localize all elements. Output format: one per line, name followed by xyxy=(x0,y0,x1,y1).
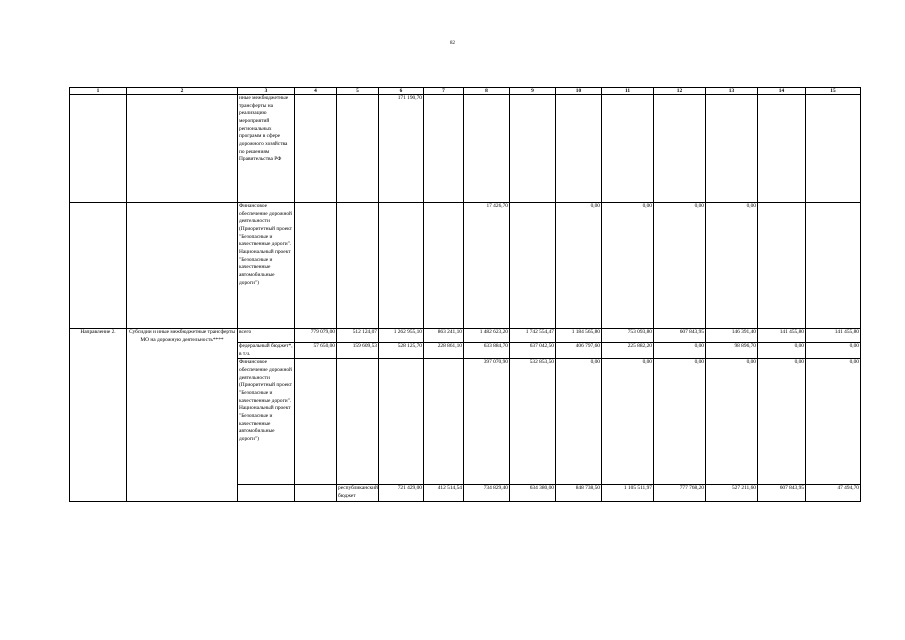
col-header: 15 xyxy=(806,88,861,95)
page-number: 82 xyxy=(450,41,455,46)
table-cell: 171 190,70 xyxy=(379,95,424,203)
table-cell: 863 241,10 xyxy=(424,329,464,343)
table-cell: 141 455,80 xyxy=(758,329,806,343)
table-cell xyxy=(424,359,464,485)
table-cell xyxy=(127,95,238,203)
table-cell xyxy=(706,95,758,203)
table-cell: 397 070,90 xyxy=(464,359,510,485)
table-cell xyxy=(379,203,424,329)
table-cell: 0,00 xyxy=(758,359,806,485)
table-cell: 1 184 565,80 xyxy=(556,329,602,343)
col-header: 7 xyxy=(424,88,464,95)
col-header: 1 xyxy=(70,88,127,95)
table-cell: 47 494,70 xyxy=(806,485,861,501)
table-cell: 848 738,50 xyxy=(556,485,602,501)
table-cell xyxy=(806,95,861,203)
table-cell: 753 093,80 xyxy=(602,329,654,343)
row-description: Финансовое обеспечение дорожной деятельности (Приоритетный проект "Безопасные и качественные дороги". Национальный проект "Безопасные и качественные автомобильные дороги") xyxy=(238,359,295,485)
table-cell: 0,00 xyxy=(654,203,706,329)
table-cell xyxy=(295,203,337,329)
table-cell xyxy=(758,95,806,203)
table-cell: 0,00 xyxy=(758,343,806,359)
table-cell: 1 742 554,47 xyxy=(510,329,556,343)
table-cell xyxy=(295,359,337,485)
table-cell: 0,00 xyxy=(706,359,758,485)
budget-table xyxy=(69,87,861,502)
table-cell xyxy=(510,203,556,329)
table-cell xyxy=(127,203,238,329)
table-cell: 0,00 xyxy=(806,343,861,359)
col-header: 11 xyxy=(602,88,654,95)
table-cell xyxy=(337,359,379,485)
table-cell xyxy=(464,95,510,203)
table-cell xyxy=(424,203,464,329)
table-cell: 527 211,60 xyxy=(706,485,758,501)
table-cell xyxy=(70,203,127,329)
table-cell xyxy=(602,95,654,203)
table-cell xyxy=(337,95,379,203)
table-cell: 634 380,00 xyxy=(510,485,556,501)
table-cell xyxy=(238,485,295,501)
table-cell: 532 853,50 xyxy=(510,359,556,485)
direction-name: Направление 2. xyxy=(70,329,127,502)
col-header: 10 xyxy=(556,88,602,95)
col-header: 4 xyxy=(295,88,337,95)
table-cell: 159 609,53 xyxy=(337,343,379,359)
table-cell xyxy=(379,359,424,485)
direction-title: Субсидии и иные межбюджетные трансферты МО на дорожную деятельность**** xyxy=(127,329,238,502)
col-header: 14 xyxy=(758,88,806,95)
table-cell: 528 125,70 xyxy=(379,343,424,359)
table-cell: 17 426,70 xyxy=(464,203,510,329)
row-description: иные межбюджетные трансферты на реализацию мероприятий региональных программ в сфере дорожного хозяйства по решениям Правительства РФ xyxy=(238,95,295,203)
table-cell: 0,00 xyxy=(556,203,602,329)
col-header: 12 xyxy=(654,88,706,95)
row-description: республиканский бюджет xyxy=(337,485,379,501)
table-cell: 228 861,10 xyxy=(424,343,464,359)
table-cell: 146 391,40 xyxy=(706,329,758,343)
table-cell: 0,00 xyxy=(654,343,706,359)
table-cell: 98 896,70 xyxy=(706,343,758,359)
table-cell: 512 124,07 xyxy=(337,329,379,343)
table-cell xyxy=(510,95,556,203)
col-header: 8 xyxy=(464,88,510,95)
table-cell xyxy=(70,95,127,203)
col-header: 2 xyxy=(127,88,238,95)
table-cell: 1 262 955,10 xyxy=(379,329,424,343)
table-row xyxy=(70,95,861,203)
col-header: 13 xyxy=(706,88,758,95)
table-cell xyxy=(424,95,464,203)
table-cell xyxy=(295,485,337,501)
table-cell: 0,00 xyxy=(602,359,654,485)
table-cell: 57 650,00 xyxy=(295,343,337,359)
table-row xyxy=(70,203,861,329)
table-cell: 225 882,20 xyxy=(602,343,654,359)
row-description: федеральный бюджет*, в т.ч. xyxy=(238,343,295,359)
table-cell: 0,00 xyxy=(654,359,706,485)
table-cell: 0,00 xyxy=(556,359,602,485)
table-cell: 607 843,95 xyxy=(654,329,706,343)
table-cell: 0,00 xyxy=(602,203,654,329)
table-cell: 607 843,95 xyxy=(758,485,806,501)
table-cell: 637 042,50 xyxy=(510,343,556,359)
header-row xyxy=(70,88,861,95)
table-cell xyxy=(758,203,806,329)
table-cell: 734 829,40 xyxy=(464,485,510,501)
table-cell xyxy=(806,203,861,329)
table-cell: 0,00 xyxy=(806,359,861,485)
row-description: Финансовое обеспечение дорожной деятельности (Приоритетный проект "Безопасные и качественные дороги". Национальный проект "Безопасные и качественные автомобильные дороги") xyxy=(238,203,295,329)
table-cell: 777 768,20 xyxy=(654,485,706,501)
table-cell: 721 429,00 xyxy=(379,485,424,501)
table-cell: 406 797,60 xyxy=(556,343,602,359)
col-header: 6 xyxy=(379,88,424,95)
table-cell xyxy=(295,95,337,203)
table-row xyxy=(70,329,861,343)
col-header: 3 xyxy=(238,88,295,95)
table-cell xyxy=(337,203,379,329)
table-cell xyxy=(556,95,602,203)
table-cell: 779 079,00 xyxy=(295,329,337,343)
col-header: 5 xyxy=(337,88,379,95)
row-description: всего xyxy=(238,329,295,343)
table-cell: 0,00 xyxy=(706,203,758,329)
table-cell: 141 455,80 xyxy=(806,329,861,343)
table-cell: 412 514,54 xyxy=(424,485,464,501)
table-cell xyxy=(654,95,706,203)
table-cell: 1 105 511,97 xyxy=(602,485,654,501)
table-cell: 633 884,70 xyxy=(464,343,510,359)
table-cell: 1 482 623,20 xyxy=(464,329,510,343)
col-header: 9 xyxy=(510,88,556,95)
